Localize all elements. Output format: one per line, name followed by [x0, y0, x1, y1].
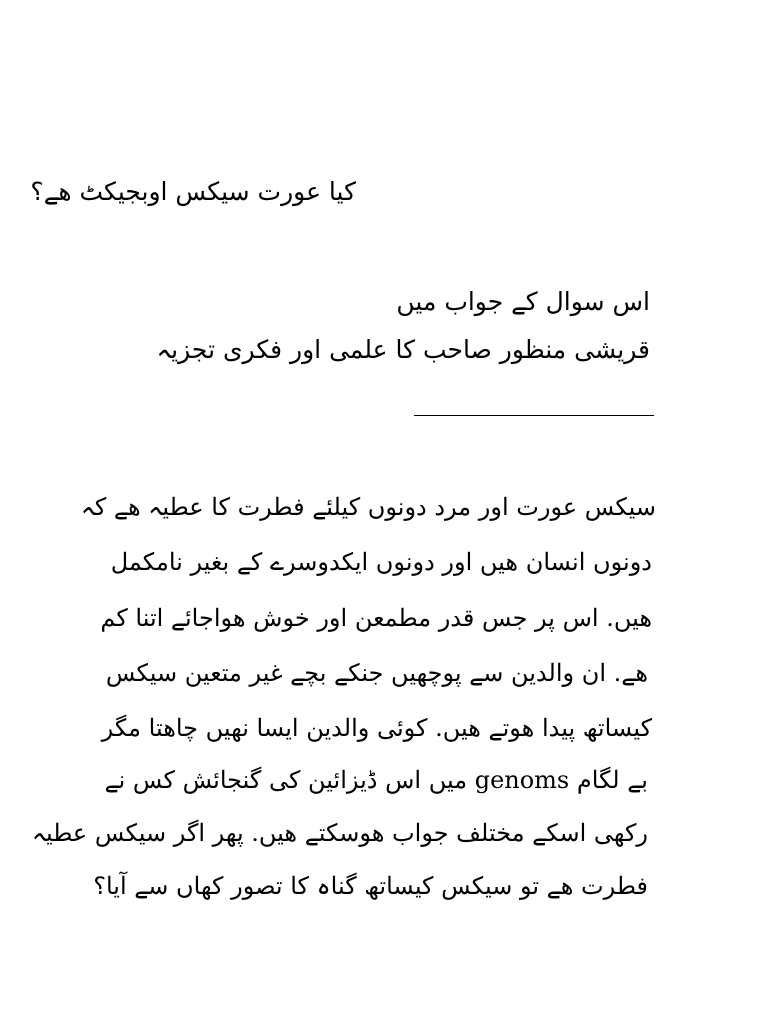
body-line: دونوں انسان ھیں اور دونوں ایکدوسرے کے بغیر نامکمل [110, 548, 652, 576]
subtitle-line-2: قریشی منظور صاحب کا علمی اور فکری تجزیہ [156, 335, 650, 364]
body-line: ھیں. اس پر جس قدر مطمعن اور خوش ھواجائے اتنا کم [100, 604, 652, 632]
body-line: بے لگام genoms میں اس ڈیزائین کی گنجائش کس نے [104, 766, 648, 794]
body-line: کیساتھ پیدا ھوتے ھیں. کوئی والدین ایسا نھیں چاھتا مگر [101, 714, 652, 742]
body-line: سیکس عورت اور مرد دونوں کیلئے فطرت کا عطیہ ھے کہ [80, 493, 656, 521]
body-line: ھے. ان والدین سے پوچھیں جنکے بچے غیر متعین سیکس [105, 659, 648, 687]
separator-rule [414, 415, 654, 416]
body-line: فطرت ھے تو سیکس کیساتھ گناہ کا تصور کھاں سے آیا؟ [93, 872, 648, 900]
body-line: رکھی اسکے مختلف جواب ھوسکتے ھیں. پھر اگر سیکس عطیہ [31, 819, 648, 847]
page-title: کیا عورت سیکس اوبجیکٹ ھے؟ [30, 177, 356, 206]
subtitle-line-1: اس سوال کے جواب میں [396, 287, 650, 316]
